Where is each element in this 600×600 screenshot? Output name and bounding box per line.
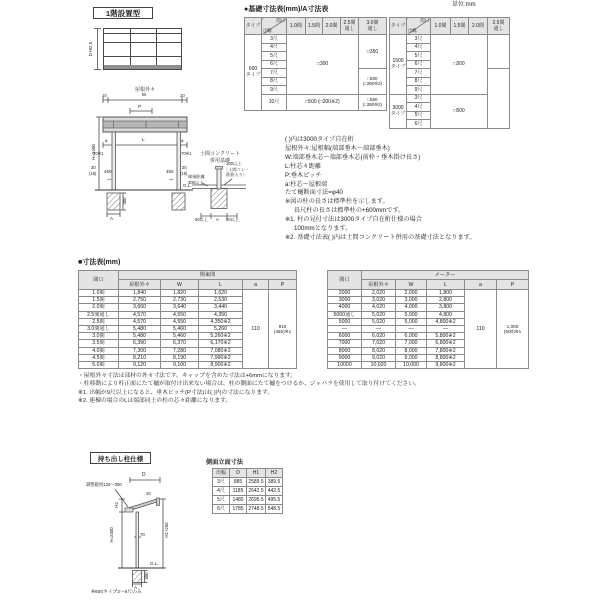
table-row [328,271,529,280]
value-cell: 442.5 [266,487,283,496]
value-cell: 2589.5 [248,479,264,485]
row-header-cell: 3尺 [407,35,431,44]
h2-dim: H2 [113,502,119,508]
col-header-cell: 3.0間 通し [359,18,387,35]
row-header-cell: 9尺 [262,86,287,95]
col-header-cell: 2.0間 [469,18,488,35]
value-cell: 2,530 [199,297,243,304]
value-cell: 1,820 [161,290,199,297]
value-cell: 2748.5 [248,506,264,512]
value-cell: 4,800※2 [427,318,465,325]
cantilever-title: 持ち出し柱仕様 [97,455,144,463]
diagonal-header-cell [262,18,287,35]
value-cell: 1485 [230,496,247,505]
note-line: 屋根外々:屋根幅(端部垂木〜端部垂木) [285,144,390,152]
front-elevation-linework [65,88,205,228]
value-cell: 885 [230,478,247,487]
move-16-right: (16) [180,170,188,176]
value-cell: 7,020 [362,340,396,347]
value-cell: 5,460 [161,333,199,340]
row-header-cell: 2.5間 [79,318,119,325]
overhang-left-dim: 10 [102,92,107,98]
a-right-dim: a [181,138,184,143]
value-cell: 5,260 [199,325,243,332]
value-cell: 7,080※2 [199,347,243,354]
col-header-cell: 1.5間 [451,18,469,35]
corner-top-label: 間口 [276,18,285,23]
value-cell: 3,000 [396,297,427,304]
value-cell: 8,900※2 [199,361,243,368]
post-width-dim: 70 [140,532,145,537]
row-header-cell: 9000 [328,354,362,361]
value-cell: 10,020 [362,361,396,368]
group-header-cell: 関東間 [119,271,297,280]
value-cell: 4,020 [362,304,396,311]
value-cell: 4,000 [396,304,427,311]
value-cell: 2,800 [427,297,465,304]
plan-depth-dimension: D+82.5 [87,41,93,57]
l-dim: L [142,138,145,143]
col-header-cell: L [199,280,243,290]
value-cell: 5,800※2 [427,333,465,340]
col-header-cell: 間口 [79,271,119,290]
value-cell: 10,000 [396,361,427,368]
note-line: たて樋断面寸法=φ40 [285,189,343,197]
note-line: 長尺柱の長さは標準柱の+600mmです。 [294,207,405,215]
row-header-cell: 7尺 [262,69,287,78]
roof-plan-linework [85,26,185,74]
cantilever-note: ※600タイプ3〜6尺のみ [91,590,142,595]
empty-cell [488,35,510,69]
value-cell: 495.5 [266,496,283,505]
table-row [213,469,283,478]
row-header-cell: 2.5間通し [79,311,119,318]
col-header-cell: 出幅 [213,469,230,478]
footing-a-dim: A [216,217,219,222]
dimension-section-title: ■寸法表(mm) [78,259,121,266]
row-header-cell: 5尺 [407,52,431,61]
corner-top-label: 間口 [420,18,429,23]
height-dim: H=2400 [90,144,96,160]
value-cell: 5,480 [119,333,161,340]
cantilever-title-box [90,452,151,464]
dimension-table-kanto [78,270,297,369]
detail-title-line1: 土間コンクリート [200,151,240,157]
front-edge-dim: 10 [146,491,151,496]
row-header-cell: 8000 [328,347,362,354]
row-header-cell: 6尺 [213,505,230,514]
value-cell: □350 [359,35,387,69]
row-header-cell: 1.0間 [79,290,119,297]
move-16-left: (16) [89,170,97,176]
row-header-cell: 4尺 [213,487,230,496]
row-header-cell: 3尺 [213,478,230,487]
value-cell: 9,800※2 [427,361,465,368]
col-header-cell: 2.5間 通し [341,18,359,35]
move-30-left: 30 [91,165,96,170]
col-header-cell: 屋根外々 [362,280,396,290]
roof-plan-drawing [85,26,185,74]
foundation-table-600 [244,17,387,111]
dimension-table-meter [327,270,529,369]
row-header-cell: 5000通し [328,311,362,318]
table-row [213,478,283,487]
table-row [79,271,297,280]
row-header-cell: 8尺 [407,77,431,86]
row-header-cell: 3尺 [407,94,431,103]
row-header-cell: 4尺 [407,103,431,112]
col-header-cell: P [497,280,529,290]
footnote-line: ・柱移動により柱正面にたて樋が取付け出来ない場合は、柱の側面にたて樋をつけるか、ジャバラを使用して取り付けてください。 [78,381,420,388]
value-cell: 3,640 [161,304,199,311]
unit-label: 単位:mm [452,2,476,8]
ground-line-label: G.L. [150,561,159,566]
row-header-cell: 4.0間 [79,347,119,354]
note-line: ※1. 柱の見付寸法は3000タイプ自在桁仕様の場合 [285,216,422,224]
col-header-cell: 1.0間 [431,18,451,35]
value-cell: 1785 [230,505,247,514]
row-header-cell: 3.5間 [79,340,119,347]
value-cell: 4,570 [119,311,161,318]
value-cell: □500 (□300※2) [287,94,359,110]
note-line: a:柱芯〜屋根端 [285,180,328,188]
table-row [245,35,387,44]
row-header-cell: 6000 [328,333,362,340]
note-line: ※図の柱の長さは標準柱を示します。 [285,198,389,206]
value-cell: 5,020 [362,318,396,325]
value-cell: 7,280 [161,347,199,354]
value-cell: □300 [431,35,488,95]
footnote-line: ※1. 出幅が9尺以上になると、垂木ピッチ(P寸法)は( )内の寸法になります。 [78,389,274,396]
margin-left-dim: 50以上 [195,217,209,222]
value-cell: 2,000 [396,290,427,297]
col-header-cell: タイプ [245,18,262,35]
value-cell: 6,390 [119,340,161,347]
cantilever-drawing [85,470,177,598]
move-30-right: 30 [182,165,187,170]
row-header-cell: — [328,325,362,332]
value-cell: 4,550 [161,318,199,325]
col-header-cell: a [243,280,269,290]
value-cell: 4,350 [199,311,243,318]
a-left-dim: a [105,138,108,143]
value-cell: 7,800※2 [427,347,465,354]
value-cell: 1,620 [199,290,243,297]
row-header-cell: 3.0間 [79,333,119,340]
pitch-dim: P [138,104,142,110]
slab-label-line3: 鉄筋入り〉 [226,172,247,177]
slab-label-line1: 100以上 [226,161,242,166]
value-cell: 8,190 [161,354,199,361]
row-header-cell: 3000 [328,297,362,304]
value-cell: □500 [431,94,488,128]
value-cell: □500 (□300※2) [359,69,387,95]
row-header-cell: 4000 [328,304,362,311]
row-header-cell: 3尺 [262,35,287,44]
row-header-cell: 8尺 [262,77,287,86]
row-header-cell: 4尺 [262,43,287,52]
type-cell: 600 タイプ [245,35,262,111]
row-header-cell: 4尺 [407,43,431,52]
col-header-cell: H1 [247,469,266,478]
row-header-cell: 10000 [328,361,362,368]
table-row [390,35,510,44]
value-cell: 1,840 [119,290,161,297]
value-cell: 5,460 [161,325,199,332]
col-header-cell: 1.5間 [306,18,323,35]
value-cell: 8,210 [119,354,161,361]
ground-line-label: G.L. [183,182,192,188]
value-cell: 8,000 [396,347,427,354]
note-line: ※2. 基礎寸法表( )内は土間コンクリート併用の基礎寸法となります。 [285,233,476,241]
value-cell: 6,170※2 [199,340,243,347]
value-cell: 6,020 [362,333,396,340]
value-cell: 3,660 [119,304,161,311]
row-header-cell: 9尺 [407,86,431,95]
move-450-left: 450 [104,169,112,174]
foundation-detail-drawing [188,152,252,227]
value-cell: 7,300 [119,347,161,354]
row-header-cell: 6尺 [407,60,431,69]
move-arrow-left-icon: ⇔ [106,176,113,183]
note-line: ( )内は3000タイプ自在桁 [285,136,354,143]
table-row [213,487,283,496]
footing-width-dim: A [134,585,138,590]
row-header-cell: 1.5間 [79,297,119,304]
footing-width-dim: A [110,215,114,221]
row-header-cell: 5.0間 [79,361,119,368]
value-cell: 6,000 [396,333,427,340]
col-header-cell: 2.0間 [323,18,341,35]
value-cell: — [427,325,465,332]
detail-title-line2: 併用基礎 [209,157,230,164]
value-cell: 7,000 [396,340,427,347]
value-cell: 7,990※2 [199,354,243,361]
d-dim: D [142,472,146,478]
corner-bottom-label: 出幅 [263,28,272,33]
value-cell: 5,000 [396,311,427,318]
note-line: P:垂木ピッチ [285,171,322,179]
side-elevation-table [212,468,283,514]
diagonal-header-cell [407,18,431,35]
col-header-cell: W [396,280,427,290]
edge-distance-label-line1: 縁端距離 [188,174,205,179]
value-cell: 4,350※2 [199,318,243,325]
move-450-right: 450 [166,169,174,174]
corner-bottom-label: 出幅 [408,28,417,33]
value-cell: 2,730 [161,297,199,304]
value-cell: □300 [287,35,359,95]
row-header-cell: 6尺 [262,60,287,69]
group-header-cell: メーター [362,271,529,280]
value-cell: 9,000 [396,354,427,361]
note-line: 100mmとなります。 [294,225,352,233]
table-row [245,18,387,35]
value-cell: 110 [243,290,269,369]
table-row [213,496,283,505]
table-row [245,94,387,110]
adjust-range-label: 調整範囲120〜300 [86,482,122,487]
overhang-right-dim: 10 [180,92,185,98]
table-row [328,290,529,297]
install-type-title: 1階設置型 [105,8,141,18]
value-cell: 4,550 [161,311,199,318]
row-header-cell: 6尺 [407,120,431,129]
value-cell: — [396,325,427,332]
front-elevation-drawing [65,88,205,228]
value-cell: 3,800 [427,304,465,311]
value-cell: 6,800※2 [427,340,465,347]
row-header-cell: 10尺 [262,94,287,110]
row-header-cell: 2.0間 [79,304,119,311]
footnote-line: ・屋根外々寸法は部材の外々寸法です。キャップを含めた寸法は+6mmになります。 [78,373,297,379]
col-header-cell: H2 [266,469,283,478]
footnote-line: ※2. 連棟の場合のLは端部同士の柱の芯々距離になります。 [78,398,232,405]
col-header-cell: D [230,469,247,478]
value-cell: 4,800 [427,311,465,318]
value-cell: 1,800 [427,290,465,297]
value-cell: 9,020 [362,354,396,361]
value-cell: 548.5 [266,505,283,514]
notes-block [285,136,485,243]
value-cell: □550 (□350※2) [359,94,387,110]
post-width-left-dim: 70※1 [93,151,104,156]
post-width-right-dim: 70※1 [181,151,192,156]
dimension-footnotes [78,372,548,406]
install-type-title-box [93,7,153,19]
value-cell: 1,000 (500)※1 [497,290,529,369]
value-cell: 910 (455)※1 [269,290,297,369]
type-cell: 1500 タイプ [390,35,407,95]
col-header-cell: a [465,280,497,290]
col-header-cell: W [161,280,199,290]
col-header-cell: 間口 [328,271,362,290]
col-header-cell: 1.0間 [287,18,306,35]
footing-depth-dim: 300 [121,197,127,205]
edge-distance-label-line2: 300以上 [188,179,204,185]
row-header-cell: 3.0間通し [79,325,119,332]
value-cell: 2,020 [362,290,396,297]
foundation-table-1500-3000 [389,17,510,129]
value-cell: 389.5 [266,478,283,487]
value-cell: 3,020 [362,297,396,304]
foundation-section-title: ●基礎寸法表(mm)/A寸法表 [244,6,329,13]
row-header-cell: 5尺 [407,111,431,120]
footing-depth-dim: 300 [143,572,149,580]
table-row [213,505,283,514]
value-cell: 3,440 [199,304,243,311]
row-header-cell: 7尺 [407,69,431,78]
value-cell: 9,100 [161,361,199,368]
value-cell: — [362,325,396,332]
table-row [390,18,510,35]
value-cell: 5,480 [119,325,161,332]
col-header-cell: タイプ [390,18,407,35]
note-line: W:端部垂木芯〜端部垂木芯(前枠・垂木掛け長さ) [285,153,421,161]
col-header-cell: P [269,280,297,290]
col-header-cell: 2.5間 通し [488,18,510,35]
table-row [79,290,297,297]
col-header-cell: L [427,280,465,290]
row-header-cell: 2000 [328,290,362,297]
row-header-cell: 4.5間 [79,354,119,361]
row-header-cell: 5尺 [213,496,230,505]
move-arrow-right-icon: ⇔ [168,176,175,183]
height-dim: H=2400 [108,527,114,543]
note-line: L:柱芯々距離 [285,162,322,170]
empty-cell [488,69,510,129]
value-cell: 6,370 [161,340,199,347]
value-cell: 4,570 [119,318,161,325]
margin-right-dim: 50以上 [226,217,240,222]
value-cell: 2695.5 [248,497,264,503]
value-cell: 9,120 [119,361,161,368]
value-cell: 2642.5 [248,488,264,494]
row-header-cell: 5000 [328,318,362,325]
side-elevation-title: 側面立面寸法 [206,459,244,466]
value-cell: 1185 [230,487,247,496]
row-header-cell: 5尺 [262,52,287,61]
h1-dim: H1+250 [163,522,169,538]
col-header-cell: 屋根外々 [119,280,161,290]
value-cell: 5,000 [396,318,427,325]
w-dim: W [141,93,147,98]
value-cell: 8,800※2 [427,354,465,361]
value-cell: 2,750 [119,297,161,304]
slab-label-line2: 〈土間コン・ [224,166,250,172]
type-cell: 3000 タイプ [390,94,407,128]
row-header-cell: 7000 [328,340,362,347]
value-cell: 110 [465,290,497,369]
value-cell: 5,020 [362,311,396,318]
value-cell: 5,260※2 [199,333,243,340]
value-cell: 8,020 [362,347,396,354]
roof-outer-label: 屋根外々 [134,87,155,93]
